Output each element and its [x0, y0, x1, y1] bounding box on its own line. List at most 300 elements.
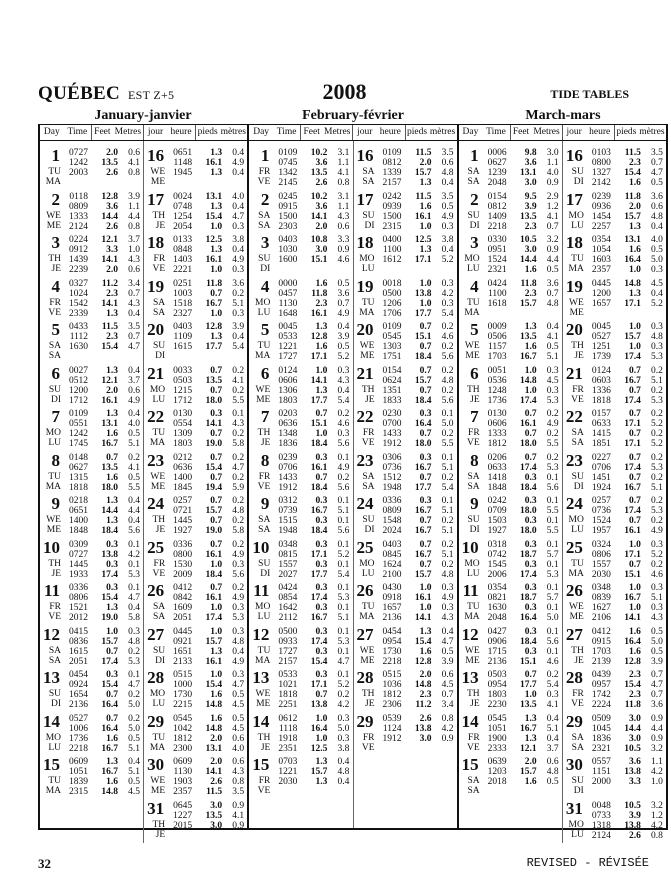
tide-time: 1157 — [488, 342, 507, 352]
weekday-fr: MA — [255, 351, 271, 361]
tide-height-feet: 1.6 — [106, 472, 118, 483]
weekday-fr: MA — [45, 481, 61, 492]
weekday-fr: SA — [362, 177, 375, 187]
tide-height-metres: 3.5 — [441, 191, 454, 202]
tide-row — [166, 516, 247, 526]
tide-height-feet: 14.1 — [624, 613, 641, 623]
tide-height-metres: 0.4 — [232, 201, 245, 212]
tide-height-metres: 0.9 — [546, 178, 559, 188]
tide-time: 0815 — [278, 549, 298, 560]
tide-height-feet: 0.7 — [628, 496, 641, 506]
tide-height-feet: 1.6 — [210, 713, 223, 724]
day-entry — [563, 626, 666, 670]
tide-time: 0809 — [382, 506, 402, 516]
tide-row — [481, 158, 562, 168]
day-number: 16 — [147, 146, 165, 165]
tide-time: 0651 — [69, 506, 88, 516]
column-header-row — [459, 125, 666, 141]
day-entry — [354, 539, 457, 583]
weekday-fr: SA — [153, 612, 166, 622]
tide-height-feet: 17.7 — [414, 308, 432, 319]
tide-height-feet: 0.7 — [106, 452, 118, 463]
tide-height-feet: 11.5 — [624, 148, 641, 158]
weekday-fr: VE — [466, 742, 480, 753]
day-entry — [354, 278, 457, 322]
weekday-label — [46, 776, 61, 796]
tide-row — [62, 309, 143, 319]
tide-row — [585, 473, 666, 483]
tide-height-feet: 2.3 — [419, 690, 432, 700]
column-header-row — [40, 125, 247, 141]
tide-height-feet: 12.8 — [624, 656, 641, 667]
day-number: 28 — [147, 668, 165, 687]
tide-height-metres: 5.0 — [441, 419, 454, 429]
tide-height-feet: 15.7 — [414, 375, 432, 386]
weekday-en: FR — [468, 732, 480, 743]
tide-row — [376, 680, 457, 690]
tide-row — [166, 309, 247, 319]
tide-height-feet: 18.4 — [310, 526, 328, 536]
tide-row — [271, 583, 352, 593]
tide-row — [585, 583, 666, 593]
tide-height-feet: 14.8 — [414, 680, 432, 690]
tide-time: 0230 — [382, 409, 402, 419]
tide-row — [585, 396, 666, 406]
tide-time: 1451 — [591, 472, 611, 483]
weekday-label — [256, 689, 271, 709]
tide-height-feet: 15.7 — [624, 211, 641, 222]
day-entry — [144, 147, 247, 191]
tide-height-feet: 12.1 — [520, 743, 537, 754]
tide-height-feet: 1.3 — [106, 308, 118, 319]
tide-height-metres: 4.6 — [441, 332, 454, 342]
tide-row — [271, 767, 352, 777]
tide-time: 2136 — [487, 656, 507, 667]
tide-time: 1727 — [278, 352, 298, 362]
tide-height-feet: 13.1 — [520, 168, 537, 178]
tide-height-feet: 1.6 — [106, 777, 118, 787]
tide-row — [585, 637, 666, 647]
tide-height-feet: 18.4 — [414, 395, 432, 406]
tide-time: 0048 — [591, 800, 611, 811]
tide-height-metres: 0.1 — [546, 583, 559, 593]
tide-time: 1151 — [592, 767, 611, 777]
weekday-en: FR — [362, 428, 375, 438]
tide-time: 0154 — [382, 365, 402, 376]
tide-time: 0748 — [173, 201, 193, 212]
tide-height-metres: 0.2 — [441, 559, 454, 570]
weekday-fr: SA — [467, 786, 480, 796]
day-entry — [459, 321, 562, 365]
day-entry — [354, 452, 457, 496]
tide-height-metres: 0.7 — [441, 690, 454, 700]
day-number: 17 — [147, 189, 165, 209]
tide-height-metres: 0.7 — [650, 670, 663, 680]
tide-time: 0954 — [382, 636, 402, 647]
tide-row — [585, 714, 666, 724]
weekday-fr: MA — [464, 307, 480, 318]
tide-height-feet: 15.7 — [101, 636, 118, 647]
tide-height-metres: 0.5 — [232, 713, 245, 724]
weekday-fr: SA — [571, 438, 584, 448]
tide-time: 1736 — [69, 733, 88, 744]
day-number: 26 — [565, 581, 583, 600]
tide-time: 0933 — [278, 636, 298, 647]
tide-time: 0924 — [69, 680, 88, 690]
tide-height-metres: 4.5 — [650, 278, 663, 289]
tide-time: 0636 — [173, 462, 193, 473]
tide-height-feet: 0.7 — [210, 365, 223, 376]
tide-height-metres: 4.5 — [441, 680, 454, 690]
tide-row — [62, 613, 143, 623]
tide-height-feet: 1.3 — [210, 646, 223, 657]
tide-height-feet: 16.1 — [414, 593, 432, 603]
weekday-en: FR — [49, 297, 61, 308]
day-number: 17 — [565, 189, 583, 209]
tide-height-metres: 0.4 — [546, 322, 559, 332]
tide-row — [376, 603, 457, 613]
weekday-label — [464, 298, 479, 318]
tide-time: 1727 — [278, 646, 298, 657]
tide-time: 2315 — [69, 787, 88, 797]
tide-height-feet: 0.3 — [106, 670, 118, 680]
tide-row — [585, 158, 666, 168]
day-number: 6 — [51, 363, 60, 383]
tide-row — [376, 289, 457, 299]
tide-height-feet: 12.1 — [101, 375, 118, 386]
tide-height-feet: 1.0 — [210, 559, 223, 570]
tide-time: 0527 — [69, 713, 88, 724]
tide-time: 0606 — [487, 419, 507, 429]
tide-height-feet: 0.7 — [524, 670, 537, 680]
weekday-fr: ME — [46, 525, 61, 535]
tide-time: 1706 — [382, 308, 402, 319]
tide-height-metres: 4.1 — [128, 158, 140, 168]
tide-time: 2136 — [382, 613, 402, 623]
tide-height-metres: 0.4 — [337, 757, 350, 767]
tide-height-metres: 4.4 — [546, 255, 559, 265]
tide-time: 0848 — [173, 245, 193, 255]
tide-height-metres: 0.6 — [232, 757, 245, 767]
tide-height-feet: 1.0 — [628, 322, 641, 332]
tide-height-metres: 0.2 — [650, 452, 663, 463]
tide-height-metres: 4.8 — [546, 767, 559, 777]
weekday-fr: MA — [568, 568, 584, 579]
day-number: 14 — [43, 711, 60, 731]
tide-time: 1651 — [173, 646, 193, 657]
tide-height-metres: 0.3 — [650, 342, 663, 352]
weekday-label — [362, 733, 375, 753]
tide-time: 0503 — [487, 670, 507, 680]
weekday-fr: LU — [571, 220, 584, 231]
tide-height-feet: 12.5 — [414, 235, 432, 245]
weekday-label — [465, 646, 480, 666]
tide-height-feet: 17.4 — [624, 395, 641, 406]
day-number: 18 — [356, 233, 374, 252]
tide-time: 1648 — [278, 308, 298, 319]
tide-height-feet: 16.4 — [101, 700, 118, 710]
tide-height-feet: 1.3 — [210, 148, 223, 158]
tide-row — [166, 168, 247, 178]
weekday-label — [572, 776, 584, 796]
tide-row — [585, 657, 666, 667]
tide-height-metres: 3.7 — [128, 375, 140, 386]
tide-height-feet: 18.4 — [414, 352, 432, 362]
weekday-label — [153, 646, 165, 666]
tide-time: 1545 — [487, 559, 507, 570]
tide-time: 0551 — [69, 419, 88, 429]
tide-height-feet: 2.3 — [628, 670, 641, 680]
tide-row — [585, 366, 666, 376]
tide-time: 1745 — [69, 439, 88, 449]
tide-height-feet: 15.4 — [205, 211, 223, 222]
weekday-fr: JE — [574, 655, 584, 666]
tide-height-feet: 1.0 — [419, 221, 432, 232]
weekday-fr: LU — [361, 264, 375, 274]
weekday-fr: MA — [149, 742, 166, 753]
tide-time: 0348 — [278, 539, 298, 550]
tide-time: 1642 — [278, 603, 298, 613]
tide-height-metres: 0.4 — [128, 409, 140, 419]
tide-row — [166, 473, 247, 483]
column-header-group — [144, 125, 196, 140]
tide-height-feet: 0.7 — [210, 496, 223, 506]
tide-height-feet: 0.3 — [315, 626, 328, 637]
tide-height-metres: 1.2 — [546, 201, 559, 212]
weekday-en: SA — [467, 776, 480, 786]
tide-height-metres: 0.5 — [128, 777, 140, 787]
tide-row — [376, 627, 457, 637]
weekday-fr: DI — [155, 655, 166, 666]
tide-time: 0609 — [173, 757, 193, 767]
tide-height-metres: 5.1 — [128, 439, 140, 449]
weekday-label — [46, 472, 61, 492]
tide-time: 1818 — [278, 690, 298, 700]
weekday-en: FR — [153, 558, 166, 569]
tide-time: 1251 — [591, 342, 611, 352]
weekday-fr: ME — [256, 699, 271, 709]
tide-time: 0424 — [487, 278, 507, 289]
tide-height-feet: 0.3 — [524, 646, 537, 657]
tide-height-metres: 0.4 — [232, 646, 245, 657]
tide-row — [376, 168, 457, 178]
weekday-label — [467, 733, 480, 753]
day-entry — [249, 321, 352, 365]
tide-height-feet: 13.5 — [101, 462, 118, 473]
tide-row — [585, 700, 666, 710]
tide-height-metres: 0.2 — [650, 496, 663, 506]
tide-height-feet: 17.4 — [310, 636, 328, 647]
tide-height-metres: 0.6 — [441, 670, 454, 680]
tide-height-metres: 3.6 — [650, 191, 663, 202]
tide-row — [166, 570, 247, 580]
tide-height-metres: 5.2 — [650, 439, 663, 449]
tide-time: 1130 — [278, 298, 298, 309]
tide-height-feet: 17.7 — [310, 395, 328, 406]
tide-time: 1615 — [173, 342, 193, 352]
tide-time: 2051 — [173, 613, 193, 623]
day-number: 24 — [356, 494, 374, 513]
tide-height-feet: 12.8 — [101, 191, 118, 202]
day-entry — [249, 582, 352, 626]
tide-row — [62, 168, 143, 178]
tide-row — [62, 787, 143, 797]
tide-time: 1812 — [487, 439, 507, 449]
tide-time: 0336 — [173, 539, 193, 550]
tide-height-metres: 4.7 — [128, 593, 140, 603]
day-column — [144, 141, 247, 843]
tide-height-metres: 0.5 — [337, 342, 350, 352]
tide-height-metres: 0.2 — [650, 559, 663, 570]
tide-height-metres: 3.8 — [337, 743, 350, 754]
tide-height-feet: 11.2 — [101, 278, 118, 289]
tide-height-metres: 0.5 — [650, 646, 663, 657]
tide-time: 0045 — [278, 322, 298, 332]
day-entry — [563, 147, 666, 191]
tide-row — [585, 647, 666, 657]
tide-time: 0627 — [69, 462, 88, 473]
tide-height-feet: 19.4 — [205, 482, 223, 493]
tide-height-feet: 17.1 — [624, 549, 641, 560]
weekday-label — [464, 559, 479, 579]
tide-row — [585, 506, 666, 516]
tide-height-metres: 4.2 — [337, 700, 350, 710]
weekday-label — [572, 167, 584, 187]
tide-height-metres: 0.3 — [232, 265, 245, 275]
tide-height-metres: 0.1 — [546, 539, 559, 550]
weekday-label — [572, 472, 584, 492]
tide-height-metres: 4.0 — [232, 743, 245, 754]
weekday-en: SU — [153, 645, 166, 656]
tide-time: 2142 — [591, 178, 611, 188]
tide-row — [271, 366, 352, 376]
tide-time: 1327 — [591, 168, 611, 178]
day-entry — [459, 713, 562, 757]
tide-height-metres: 1.1 — [546, 158, 559, 168]
tide-time: 0148 — [69, 452, 88, 463]
weekday-label — [258, 167, 271, 187]
weekday-en: FR — [468, 428, 480, 438]
weekday-en: TH — [361, 384, 375, 395]
tide-height-metres: 0.2 — [337, 472, 350, 483]
tide-height-feet: 3.0 — [628, 733, 641, 744]
tide-time: 0742 — [487, 549, 507, 560]
column-header: Metres — [324, 127, 351, 137]
tide-time: 0936 — [591, 201, 611, 212]
tide-row — [271, 202, 352, 212]
tide-time: 1445 — [173, 516, 193, 526]
tide-time: 2333 — [487, 743, 507, 754]
tide-height-feet: 18.4 — [205, 569, 223, 580]
day-number: 5 — [260, 320, 270, 339]
day-entry — [563, 539, 666, 583]
day-entry — [354, 234, 457, 278]
tide-row — [585, 202, 666, 212]
weekday-en: MO — [45, 428, 61, 438]
tide-row — [62, 235, 143, 245]
tide-time: 0027 — [69, 365, 88, 376]
tide-row — [271, 496, 352, 506]
tide-row — [271, 289, 352, 299]
tide-height-feet: 0.7 — [210, 452, 223, 463]
tide-row — [271, 613, 352, 623]
weekday-fr: VE — [571, 699, 584, 709]
tide-time: 0124 — [278, 365, 298, 376]
tide-row — [62, 540, 143, 550]
day-entry — [354, 408, 457, 452]
tide-row — [481, 192, 562, 202]
tide-time: 0336 — [382, 496, 402, 506]
weekday-fr: ME — [465, 351, 480, 361]
tide-height-metres: 0.2 — [441, 342, 454, 352]
weekday-fr: ME — [569, 612, 584, 622]
tide-height-metres: 0.2 — [650, 365, 663, 376]
tide-height-feet: 2.6 — [628, 830, 641, 841]
tide-row — [62, 714, 143, 724]
weekday-label — [48, 254, 61, 274]
tide-height-metres: 4.3 — [337, 375, 350, 386]
tide-row — [271, 700, 352, 710]
tide-height-metres: 5.2 — [650, 549, 663, 560]
tide-row — [166, 777, 247, 787]
tide-row — [62, 657, 143, 667]
tide-row — [376, 202, 457, 212]
tide-time: 1221 — [278, 342, 298, 352]
tide-time: 0957 — [591, 680, 611, 690]
tide-height-feet: 18.4 — [520, 636, 537, 647]
day-entry — [459, 582, 562, 626]
tide-height-metres: 3.7 — [128, 235, 140, 245]
tide-height-feet: 16.7 — [624, 593, 641, 603]
day-number: 19 — [565, 276, 583, 296]
tide-height-feet: 11.5 — [101, 322, 118, 332]
tide-height-feet: 0.3 — [106, 583, 118, 593]
day-entry — [249, 756, 352, 800]
day-number: 6 — [260, 363, 270, 383]
tide-height-metres: 0.2 — [232, 365, 245, 376]
tide-row — [166, 299, 247, 309]
weekday-fr: DI — [573, 786, 584, 796]
tide-time: 0509 — [591, 713, 611, 724]
tide-row — [585, 439, 666, 449]
tide-height-feet: 0.3 — [524, 472, 537, 483]
tide-height-feet: 0.3 — [315, 559, 328, 570]
tide-height-feet: 2.0 — [628, 201, 641, 212]
tide-height-feet: 1.3 — [419, 245, 432, 255]
tide-height-metres: 0.1 — [337, 626, 350, 637]
tide-height-feet: 16.1 — [205, 255, 223, 265]
tide-time: 0527 — [591, 332, 611, 342]
tide-height-metres: 0.4 — [650, 221, 663, 232]
tide-time: 0130 — [487, 409, 507, 419]
tide-height-feet: 16.7 — [205, 298, 223, 309]
tide-row — [62, 637, 143, 647]
tide-height-metres: 3.9 — [232, 322, 245, 332]
day-entry — [40, 539, 143, 583]
tide-row — [481, 376, 562, 386]
tide-height-feet: 15.1 — [414, 332, 432, 342]
tide-height-metres: 0.3 — [650, 603, 663, 613]
tide-height-metres: 4.2 — [650, 767, 663, 777]
tide-height-metres: 0.7 — [546, 288, 559, 299]
weekday-fr: DI — [260, 568, 271, 579]
tide-row — [166, 560, 247, 570]
day-entry — [563, 191, 666, 235]
tide-height-feet: 16.1 — [310, 308, 328, 319]
tide-time: 0306 — [382, 452, 402, 463]
tide-height-metres: 0.1 — [337, 583, 350, 593]
tide-height-feet: 0.7 — [524, 429, 537, 439]
